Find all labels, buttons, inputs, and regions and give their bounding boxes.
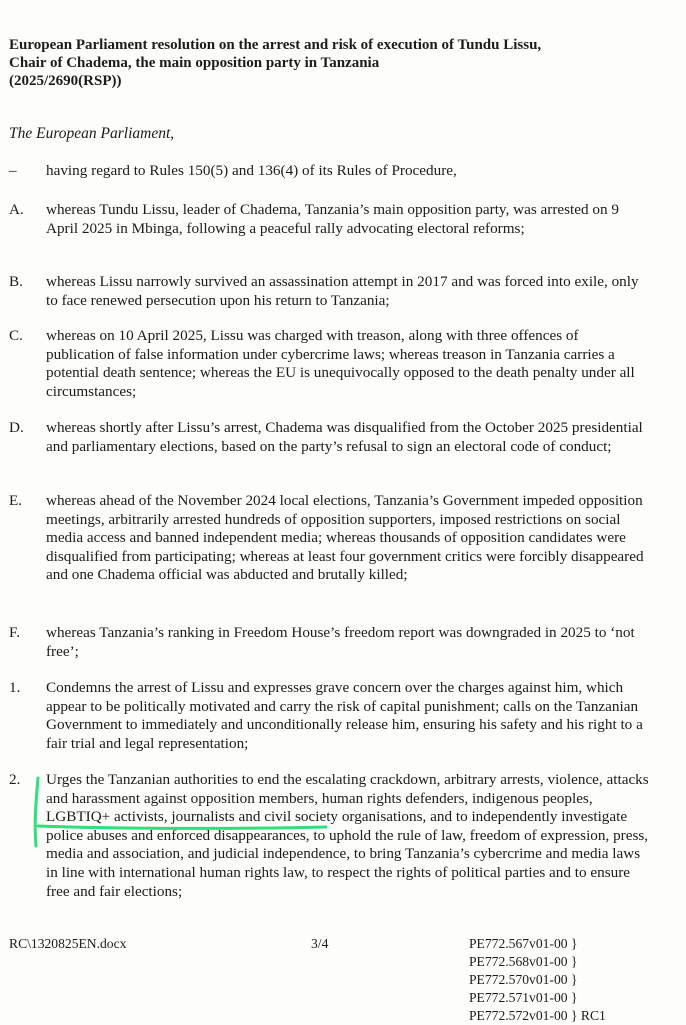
item-text: whereas Tundu Lissu, leader of Chadema, Tanzania’s main opposition party, was arrested on 9 April 2025 in Mbinga, following a peaceful rally advocating electoral reforms;	[46, 201, 619, 237]
pe-references	[469, 935, 606, 1025]
item-text: whereas shortly after Lissu’s arrest, Chadema was disqualified from the October 2025 presidential and parliamentary elections, based on the party’s refusal to sign an electoral code of conduct;	[46, 419, 643, 455]
pe-reference-2: PE772.568v01-00 }	[469, 954, 578, 969]
item-text: whereas on 10 April 2025, Lissu was charged with treason, along with three offences of publication of false information under cybercrime laws; whereas treason in Tanzania carries a potential death sentence; whereas the EU is unequivocally opposed to the death penalty under all circumstances;	[46, 327, 635, 400]
item-mark: D.	[9, 419, 24, 436]
item-mark: 1.	[9, 679, 21, 696]
page-number: 3/4	[311, 936, 329, 951]
title-line-3: (2025/2690(RSP))	[9, 73, 122, 89]
title-line-2: Chair of Chadema, the main opposition party in Tanzania	[9, 55, 380, 71]
item-mark: C.	[9, 327, 23, 344]
item-text: having regard to Rules 150(5) and 136(4) of its Rules of Procedure,	[46, 162, 457, 179]
intro-text: The European Parliament,	[9, 125, 175, 142]
paragraph-2	[9, 771, 649, 901]
recital-b	[9, 273, 649, 310]
item-text: whereas Tanzania’s ranking in Freedom House’s freedom report was downgraded in 2025 to ‘not free’;	[46, 624, 635, 660]
pe-reference-3: PE772.570v01-00 }	[469, 972, 578, 987]
document-reference: RC\1320825EN.docx	[9, 936, 127, 951]
recital-f	[9, 624, 649, 661]
item-mark: F.	[9, 624, 21, 641]
resolution-title	[9, 36, 669, 90]
item-text: whereas Lissu narrowly survived an assassination attempt in 2017 and was forced into exile, only to face renewed persecution upon his return to Tanzania;	[46, 273, 639, 309]
pe-reference-4: PE772.571v01-00 }	[469, 990, 578, 1005]
recital-a	[9, 201, 649, 238]
recital-e	[9, 492, 649, 585]
item-mark: A.	[9, 201, 24, 218]
title-line-1: European Parliament resolution on the arrest and risk of execution of Tundu Lissu,	[9, 37, 542, 53]
recital-d	[9, 419, 649, 456]
paragraph-1	[9, 679, 649, 753]
item-text: Urges the Tanzanian authorities to end the escalating crackdown, arbitrary arrests, violence, attacks and harassment against opposition members, human rights defenders, indigenous peoples, LGBTIQ+ activists, journalists and civil society organisations, and to independently investigate police abuses and enforced disappearances, to uphold the rule of law, freedom of expression, press, media and association, and judicial independence, to bring Tanzania’s cybercrime and media laws in line with international human rights law, to respect the rights of political parties and to ensure free and fair elections;	[46, 771, 649, 900]
item-mark: –	[9, 162, 17, 179]
pe-reference-1: PE772.567v01-00 }	[469, 936, 578, 951]
citation-item	[9, 162, 649, 181]
pe-reference-5: PE772.572v01-00 } RC1	[469, 1008, 606, 1023]
item-mark: E.	[9, 492, 23, 509]
item-mark: B.	[9, 273, 23, 290]
recital-c	[9, 327, 649, 401]
item-text: Condemns the arrest of Lissu and expresses grave concern over the charges against him, which appear to be politically motivated and carry the risk of capital punishment; calls on the Tanzanian Government to immediately and unconditionally release him, ensuring his safety and his right to a fair trial and legal representation;	[46, 679, 643, 752]
item-mark: 2.	[9, 771, 21, 788]
item-text: whereas ahead of the November 2024 local elections, Tanzania’s Government impeded opposition meetings, arbitrarily arrested hundreds of opposition supporters, imposed restrictions on social media access and banned independent media; whereas thousands of opposition candidates were disqualified from participating; whereas at least four government critics were forcibly disappeared and one Chadema official was abducted and brutally killed;	[46, 492, 644, 584]
